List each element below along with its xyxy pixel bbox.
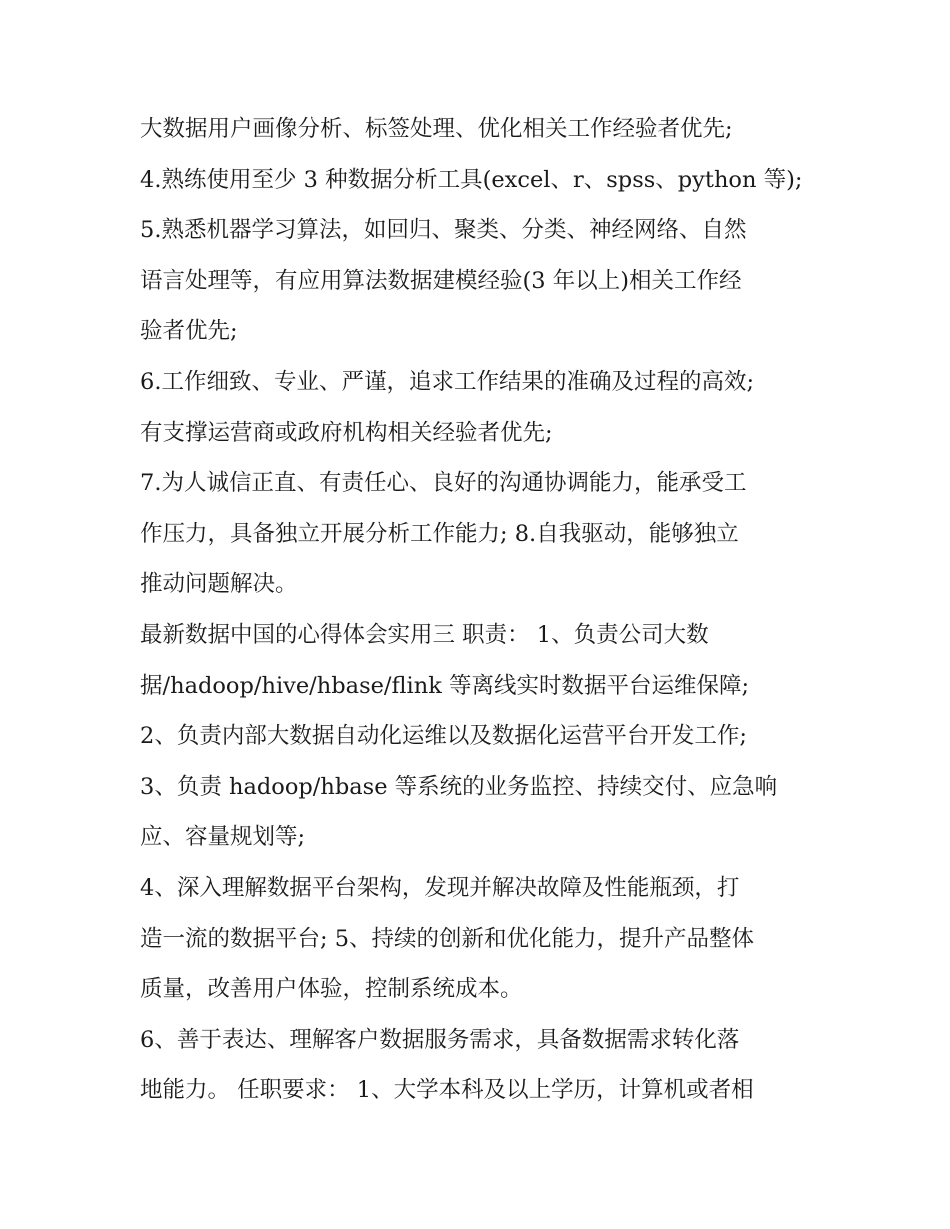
- text-line: 语言处理等，有应用算法数据建模经验(3 年以上)相关工作经: [140, 267, 742, 294]
- text-line: 质量，改善用户体验，控制系统成本。: [140, 976, 523, 1003]
- text-line: 地能力。 任职要求： 1、大学本科及以上学历，计算机或者相: [140, 1077, 754, 1104]
- text-line: 6、善于表达、理解客户数据服务需求，具备数据需求转化落: [140, 1026, 740, 1053]
- text-line: 有支撑运营商或政府机构相关经验者优先;: [140, 419, 553, 446]
- text-line: 据/hadoop/hive/hbase/flink 等离线实时数据平台运维保障;: [140, 672, 750, 699]
- text-line: 7.为人诚信正直、有责任心、良好的沟通协调能力，能承受工: [140, 470, 747, 497]
- text-line: 3、负责 hadoop/hbase 等系统的业务监控、持续交付、应急响: [140, 773, 778, 800]
- text-line: 4.熟练使用至少 3 种数据分析工具(excel、r、spss、python 等);: [140, 166, 803, 193]
- text-line: 5.熟悉机器学习算法，如回归、聚类、分类、神经网络、自然: [140, 217, 747, 244]
- text-line: 大数据用户画像分析、标签处理、优化相关工作经验者优先;: [140, 116, 733, 142]
- text-line: 4、深入理解数据平台架构，发现并解决故障及性能瓶颈，打: [140, 874, 740, 901]
- text-line: 作压力，具备独立开展分析工作能力; 8.自我驱动，能够独立: [140, 520, 739, 547]
- text-line: 最新数据中国的心得体会实用三 职责： 1、负责公司大数: [140, 621, 709, 648]
- text-line: 应、容量规划等;: [140, 824, 306, 851]
- text-line: 2、负责内部大数据自动化运维以及数据化运营平台开发工作;: [140, 723, 747, 750]
- text-line: 6.工作细致、专业、严谨，追求工作结果的准确及过程的高效;: [140, 368, 755, 395]
- text-line: 验者优先;: [140, 318, 238, 345]
- text-line: 推动问题解决。: [140, 571, 298, 598]
- document-body: [140, 104, 820, 1116]
- text-line: 造一流的数据平台; 5、持续的创新和优化能力，提升产品整体: [140, 925, 755, 952]
